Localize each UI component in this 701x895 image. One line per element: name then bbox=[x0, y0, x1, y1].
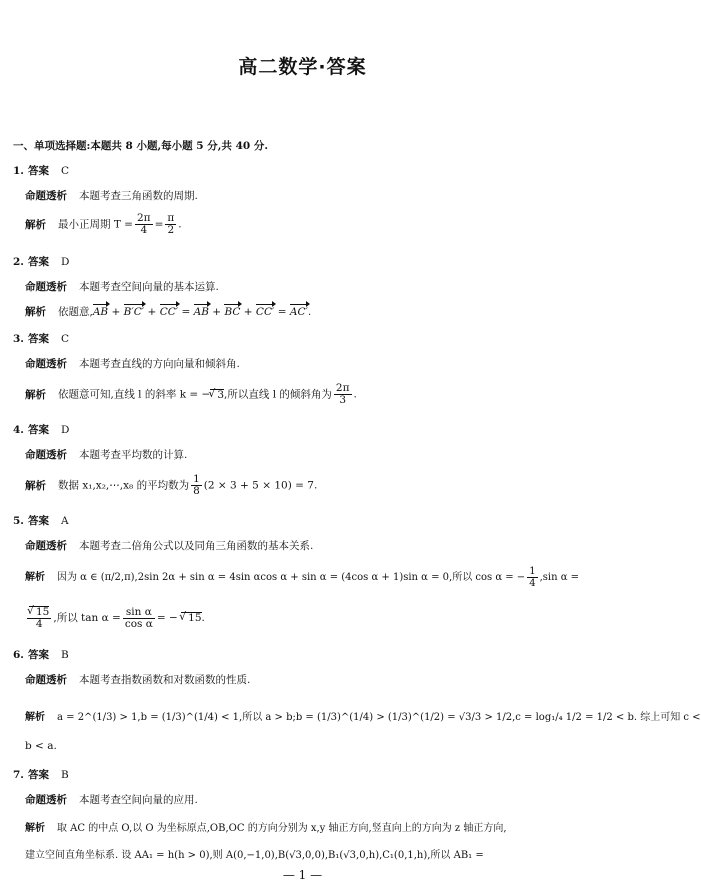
period: . bbox=[201, 612, 205, 624]
point-text: 本题考查平均数的计算. bbox=[79, 449, 188, 461]
answer-label: 答案 bbox=[27, 333, 49, 345]
point-text: 本题考查二倍角公式以及同角三角函数的基本关系. bbox=[79, 540, 314, 552]
plus: + bbox=[111, 306, 121, 318]
question-1-solution bbox=[25, 213, 182, 236]
vector: AC′ bbox=[289, 306, 308, 318]
point-text: 本题考查三角函数的周期. bbox=[79, 190, 198, 202]
question-4-point bbox=[25, 447, 187, 462]
solution-label: 解析 bbox=[25, 712, 45, 723]
question-7-answer bbox=[13, 767, 69, 782]
solution-text: a = 2^(1/3) > 1,b = (1/3)^(1/4) < 1,所以 a > b;b = (1/3)^(1/4) > (1/3)^(1/2) = √3/3 > 1/2,c = log₁/₄ 1/2 = 1/2 < b. 综上可知 c < bbox=[57, 712, 701, 723]
period: . bbox=[353, 388, 357, 401]
answer-value: C bbox=[60, 333, 70, 345]
question-5-solution bbox=[25, 566, 579, 589]
period: . bbox=[178, 218, 182, 231]
question-number: 1. bbox=[13, 165, 24, 177]
question-6-solution bbox=[25, 708, 701, 723]
denominator: 4 bbox=[529, 578, 536, 589]
question-1-answer bbox=[13, 163, 69, 178]
question-4-solution bbox=[25, 474, 317, 497]
question-3-solution bbox=[25, 383, 357, 406]
numerator bbox=[27, 606, 51, 619]
point-label: 命题透析 bbox=[25, 449, 67, 461]
equals: = bbox=[154, 218, 164, 231]
solution-text: 最小正周期 T = bbox=[58, 218, 133, 231]
page-number: — 1 — bbox=[282, 868, 323, 882]
question-number: 4. bbox=[13, 424, 24, 436]
question-6-solution-cont: b < a. bbox=[25, 740, 57, 752]
question-number: 6. bbox=[13, 649, 24, 661]
question-number: 7. bbox=[13, 769, 24, 781]
vector: AB bbox=[193, 306, 209, 318]
point-text: 本题考查直线的方向向量和倾斜角. bbox=[79, 358, 240, 370]
question-1-point bbox=[25, 188, 198, 203]
point-label: 命题透析 bbox=[25, 281, 67, 293]
question-2-point bbox=[25, 279, 219, 294]
answer-label: 答案 bbox=[27, 424, 49, 436]
solution-text: ,所以直线 l 的倾斜角为 bbox=[224, 388, 332, 401]
question-7-solution-cont: 建立空间直角坐标系. 设 AA₁ = h(h > 0),则 A(0,−1,0),B(√3,0,0),B₁(√3,0,h),C₁(0,1,h),所以 AB₁ = bbox=[25, 850, 484, 861]
equals: = bbox=[181, 306, 191, 318]
answer-label: 答案 bbox=[27, 649, 49, 661]
numerator: π bbox=[167, 212, 175, 224]
page-title: 高二数学·答案 bbox=[238, 56, 367, 78]
vector: BC bbox=[224, 306, 241, 318]
numerator: 2π bbox=[335, 382, 350, 394]
answer-value: A bbox=[60, 515, 69, 527]
point-text: 本题考查指数函数和对数函数的性质. bbox=[79, 674, 251, 686]
solution-text: 2sin 2α + sin α = 4sin αcos α + sin α = (4cos α + 1)sin α = 0,所以 cos α = − bbox=[137, 572, 526, 583]
fraction bbox=[135, 213, 153, 236]
equals: = − bbox=[156, 612, 178, 624]
question-number: 2. bbox=[13, 256, 24, 268]
plus: + bbox=[243, 306, 253, 318]
question-4-answer bbox=[13, 422, 69, 437]
fraction bbox=[334, 383, 352, 406]
numerator: 1 bbox=[193, 473, 200, 485]
question-6-answer bbox=[13, 647, 69, 662]
answer-label: 答案 bbox=[27, 769, 49, 781]
denominator: 3 bbox=[339, 394, 347, 406]
question-2-solution bbox=[25, 304, 311, 319]
vector: AB bbox=[92, 306, 109, 318]
plus: + bbox=[147, 306, 157, 318]
point-label: 命题透析 bbox=[25, 358, 67, 370]
question-number: 3. bbox=[13, 333, 24, 345]
vector: CC′ bbox=[255, 306, 275, 318]
fraction bbox=[527, 566, 537, 589]
solution-text: ,sin α = bbox=[539, 572, 580, 583]
answer-value: D bbox=[60, 424, 70, 436]
solution-label: 解析 bbox=[25, 479, 46, 492]
question-2-answer bbox=[13, 254, 69, 269]
question-6-point bbox=[25, 672, 250, 687]
question-5-answer bbox=[13, 513, 69, 528]
vector: B′C′ bbox=[123, 306, 145, 318]
numerator: sin α bbox=[123, 607, 155, 619]
answer-value: B bbox=[60, 769, 69, 781]
question-5-solution-cont bbox=[25, 606, 205, 630]
sqrt: √ 3 bbox=[210, 389, 224, 401]
plus: + bbox=[212, 306, 222, 318]
point-label: 命题透析 bbox=[25, 540, 67, 552]
period: . bbox=[307, 306, 312, 318]
solution-text: 依题意, bbox=[58, 306, 93, 318]
answer-value: C bbox=[60, 165, 70, 177]
solution-label: 解析 bbox=[25, 823, 45, 834]
solution-text: 因为 α ∈ bbox=[57, 572, 98, 583]
point-text: 本题考查空间向量的应用. bbox=[79, 794, 198, 806]
sqrt: √ 15 bbox=[29, 606, 49, 618]
question-7-solution bbox=[25, 819, 507, 834]
solution-text: 取 AC 的中点 O,以 O 为坐标原点,OB,OC 的方向分别为 x,y 轴正方向,竖直向上的方向为 z 轴正方向, bbox=[57, 823, 507, 834]
point-label: 命题透析 bbox=[25, 674, 67, 686]
denominator: 4 bbox=[140, 224, 148, 236]
point-text: 本题考查空间向量的基本运算. bbox=[79, 281, 219, 293]
solution-text: 数据 x₁,x₂,⋯,x₈ 的平均数为 bbox=[58, 479, 190, 492]
fraction bbox=[165, 213, 176, 236]
solution-label: 解析 bbox=[25, 306, 46, 318]
vector: CC′ bbox=[159, 306, 179, 318]
answer-value: B bbox=[60, 649, 69, 661]
solution-label: 解析 bbox=[25, 388, 46, 401]
solution-text: (2 × 3 + 5 × 10) = 7. bbox=[203, 479, 318, 492]
point-label: 命题透析 bbox=[25, 794, 67, 806]
equals: = bbox=[277, 306, 287, 318]
denominator: 2 bbox=[167, 224, 175, 236]
question-number: 5. bbox=[13, 515, 24, 527]
question-3-point bbox=[25, 356, 240, 371]
answer-value: D bbox=[60, 256, 70, 268]
denominator: 8 bbox=[193, 485, 200, 497]
sqrt: √ 15 bbox=[181, 612, 201, 624]
fraction bbox=[123, 607, 155, 630]
fraction bbox=[27, 606, 51, 630]
solution-label: 解析 bbox=[25, 572, 45, 583]
answer-label: 答案 bbox=[27, 256, 49, 268]
solution-text: 依题意可知,直线 l 的斜率 k = − bbox=[58, 388, 211, 401]
section-heading: 一、单项选择题:本题共 8 小题,每小题 5 分,共 40 分. bbox=[13, 140, 268, 152]
numerator: 2π bbox=[136, 212, 151, 224]
numerator: 1 bbox=[529, 566, 536, 577]
answer-label: 答案 bbox=[27, 515, 49, 527]
answer-label: 答案 bbox=[27, 165, 49, 177]
interval: (π/2,π), bbox=[100, 572, 138, 583]
question-3-answer bbox=[13, 331, 69, 346]
question-5-point bbox=[25, 538, 313, 553]
solution-label: 解析 bbox=[25, 218, 46, 231]
point-label: 命题透析 bbox=[25, 190, 67, 202]
denominator: 4 bbox=[35, 618, 43, 630]
solution-text: ,所以 tan α = bbox=[53, 612, 121, 624]
fraction bbox=[191, 474, 202, 497]
denominator: cos α bbox=[124, 617, 153, 630]
question-7-point bbox=[25, 792, 198, 807]
